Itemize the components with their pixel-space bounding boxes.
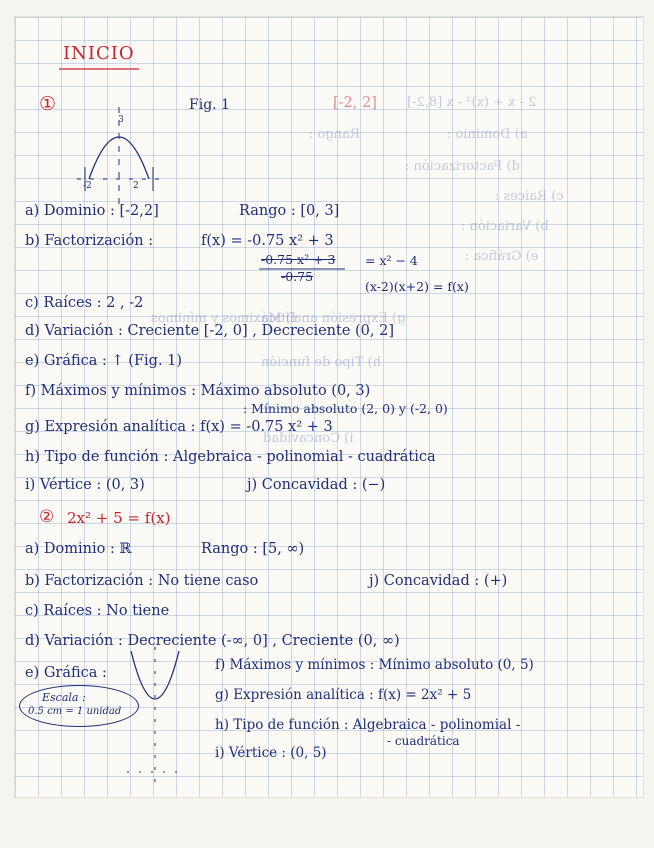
bleed-text: f) Máximos y mínimos — [151, 311, 296, 326]
title-underline — [59, 67, 159, 73]
roots-1: c) Raíces : 2 , -2 — [25, 295, 144, 311]
roots-2: c) Raíces : No tiene — [25, 603, 170, 619]
exercise-number: ① — [39, 93, 57, 115]
bleed-text: b) Variación : — [461, 219, 549, 234]
extrema-1-min: : Mínimo absoluto (2, 0) y (-2, 0) — [243, 401, 448, 416]
notebook-page — [14, 16, 644, 798]
bleed-text: c) Raíces : — [495, 189, 564, 204]
interval-note: [-2, 2] — [333, 95, 377, 111]
extrema-1: f) Máximos y mínimos : Máximo absoluto (0, 3) — [25, 383, 371, 399]
bleed-text: e) Gráfica : — [465, 249, 539, 264]
bleed-text: g) Expresión analítica — [261, 311, 406, 326]
exercise-number: ② — [39, 507, 55, 527]
vertex-2: i) Vértice : (0, 5) — [215, 745, 327, 761]
graph-tick-right: 2 — [133, 181, 139, 191]
analytic-expression-2: g) Expresión analítica : f(x) = 2x² + 5 — [215, 687, 472, 703]
extrema-2: f) Máximos y mínimos : Mínimo absoluto (0, 5) — [215, 657, 534, 673]
factorization-2: b) Factorización : No tiene caso — [25, 573, 259, 589]
concavity-1: j) Concavidad : (−) — [247, 477, 386, 493]
factorization-1-work: -0.75 x² + 3 — [261, 252, 336, 267]
page-title: INICIO — [63, 43, 135, 64]
factorization-1-label: b) Factorización : — [25, 233, 154, 249]
domain-2: a) Dominio : ℝ — [25, 541, 132, 557]
analytic-expression-1: g) Expresión analítica : f(x) = -0.75 x² + 3 — [25, 419, 333, 435]
factorization-1-work: -0.75 — [281, 269, 314, 284]
factorization-1-equation: f(x) = -0.75 x² + 3 — [201, 233, 334, 249]
graph-tick-left: -2 — [83, 181, 92, 191]
figure-2-graph — [121, 647, 191, 797]
function-type-2-cont: - cuadrática — [387, 734, 460, 748]
factorization-1-work: = x² − 4 — [365, 253, 418, 268]
figure-label: Fig. 1 — [189, 97, 230, 113]
scale-note — [19, 685, 139, 727]
exercise-2-title: 2x² + 5 = f(x) — [67, 509, 171, 527]
range-1: Rango : [0, 3] — [239, 203, 340, 219]
bleed-text: Rango : — [309, 127, 360, 142]
bleed-text: i) Concavidad — [263, 431, 354, 446]
concavity-2: j) Concavidad : (+) — [369, 573, 508, 589]
domain-1: a) Dominio : [-2,2] — [25, 203, 159, 219]
variation-2: d) Variación : Decreciente (-∞, 0] , Creciente (0, ∞) — [25, 633, 400, 649]
function-type-1: h) Tipo de función : Algebraica - polinomial - cuadrática — [25, 449, 436, 465]
graph-2: e) Gráfica : — [25, 665, 107, 681]
factorization-1-work: (x-2)(x+2) = f(x) — [365, 279, 469, 294]
scale-note-title: Escala : — [42, 691, 86, 704]
bleed-text: a) Dominio : — [447, 127, 528, 142]
scale-note-value: 0.5 cm = 1 unidad — [28, 706, 122, 717]
range-2: Rango : [5, ∞) — [201, 541, 305, 557]
bleed-text: h) Tipo de función — [261, 355, 382, 370]
graph-tick-top: 3 — [118, 115, 124, 125]
function-type-2: h) Tipo de función : Algebraica - polinomial - — [215, 717, 521, 733]
variation-1: d) Variación : Creciente [-2, 0] , Decreciente (0, 2] — [25, 323, 395, 339]
bleed-text: 2 - x + (x)³ - x [8,2-] — [407, 95, 537, 110]
vertex-1: i) Vértice : (0, 3) — [25, 477, 145, 493]
bleed-text: d) Factorización : — [405, 159, 520, 174]
graph-1: e) Gráfica : ↑ (Fig. 1) — [25, 353, 183, 369]
